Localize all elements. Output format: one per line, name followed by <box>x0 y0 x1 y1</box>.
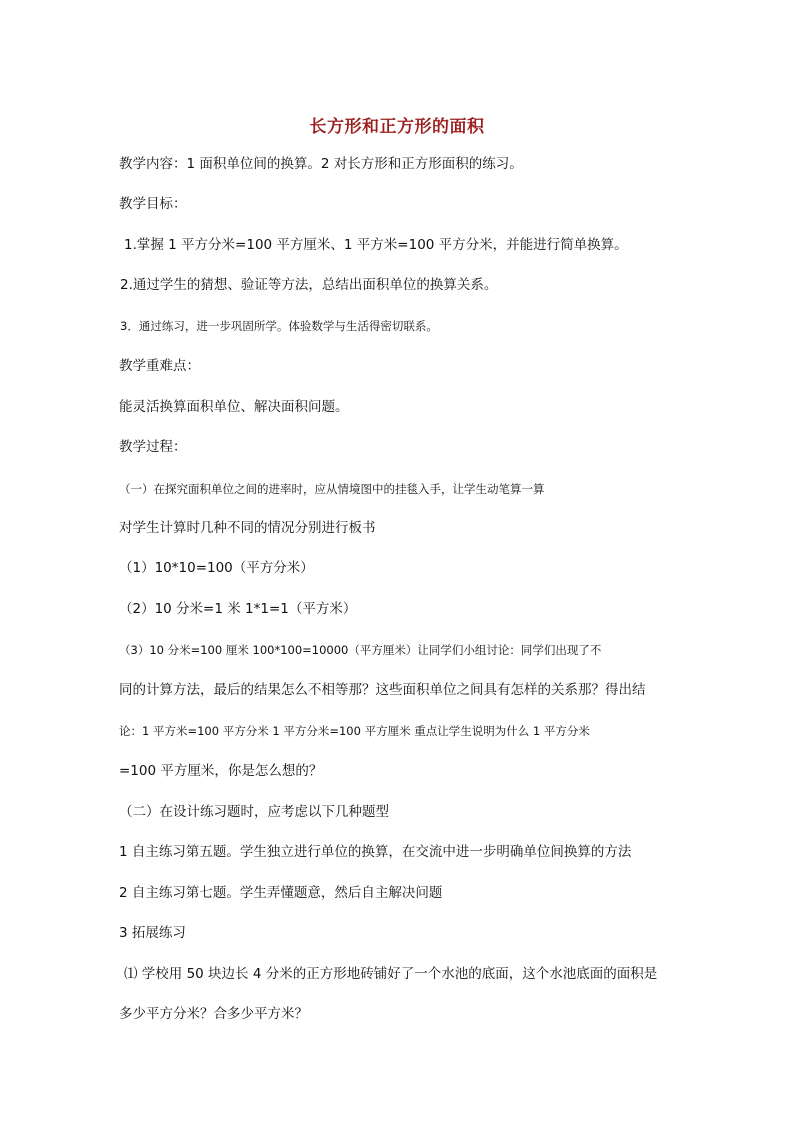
extension-problem-line-2: 多少平方分米？合多少平方米？ <box>119 1006 308 1022</box>
document-title: 长方形和正方形的面积 <box>309 117 485 137</box>
discussion-line-1: 同的计算方法，最后的结果怎么不相等那？这些面积单位之间具有怎样的关系那？得出结 <box>119 682 646 698</box>
teaching-process-heading: 教学过程： <box>119 439 187 455</box>
discussion-line-3: =100 平方厘米，你是怎么想的？ <box>119 763 323 779</box>
teaching-content-line: 教学内容：1 面积单位间的换算。2 对长方形和正方形面积的练习。 <box>119 156 523 172</box>
exercise-item-1: 1 自主练习第五题。学生独立进行单位的换算，在交流中进一步明确单位间换算的方法 <box>119 844 632 860</box>
case-3-line: （3）10 分米=100 厘米 100*100=10000（平方厘米）让同学们小组讨论：同学们出现了不 <box>119 643 602 657</box>
case-2-line: （2）10 分米=1 米 1*1=1（平方米） <box>119 601 357 617</box>
extension-problem-line-1: ⑴ 学校用 50 块边长 4 分米的正方形地砖铺好了一个水池的底面，这个水池底面的面积是 <box>124 966 658 982</box>
goal-item-2: 2.通过学生的猜想、验证等方法，总结出面积单位的换算关系。 <box>120 277 498 293</box>
exercise-item-3: 3 拓展练习 <box>119 925 186 941</box>
case-1-line: （1）10*10=100（平方分米） <box>119 560 314 576</box>
process-part-two-heading: （二）在设计练习题时，应考虑以下几种题型 <box>119 804 389 820</box>
key-difficult-heading: 教学重难点： <box>119 358 200 374</box>
discussion-line-2: 论：1 平方米=100 平方分米 1 平方分米=100 平方厘米 重点让学生说明为什么 1 平方分米 <box>119 724 590 738</box>
process-part-one-intro: （一）在探究面积单位之间的进率时，应从情境图中的挂毯入手，让学生动笔算一算 <box>119 482 545 496</box>
teaching-goals-heading: 教学目标： <box>119 196 187 212</box>
goal-item-3: 3．通过练习，进一步巩固所学。体验数学与生活得密切联系。 <box>120 319 438 333</box>
process-board-writing-line: 对学生计算时几种不同的情况分别进行板书 <box>119 520 376 536</box>
goal-item-1: 1.掌握 1 平方分米=100 平方厘米、1 平方米=100 平方分米，并能进行简单换算。 <box>124 237 628 253</box>
key-difficult-content: 能灵活换算面积单位、解决面积问题。 <box>119 399 349 415</box>
exercise-item-2: 2 自主练习第七题。学生弄懂题意，然后自主解决问题 <box>119 885 443 901</box>
